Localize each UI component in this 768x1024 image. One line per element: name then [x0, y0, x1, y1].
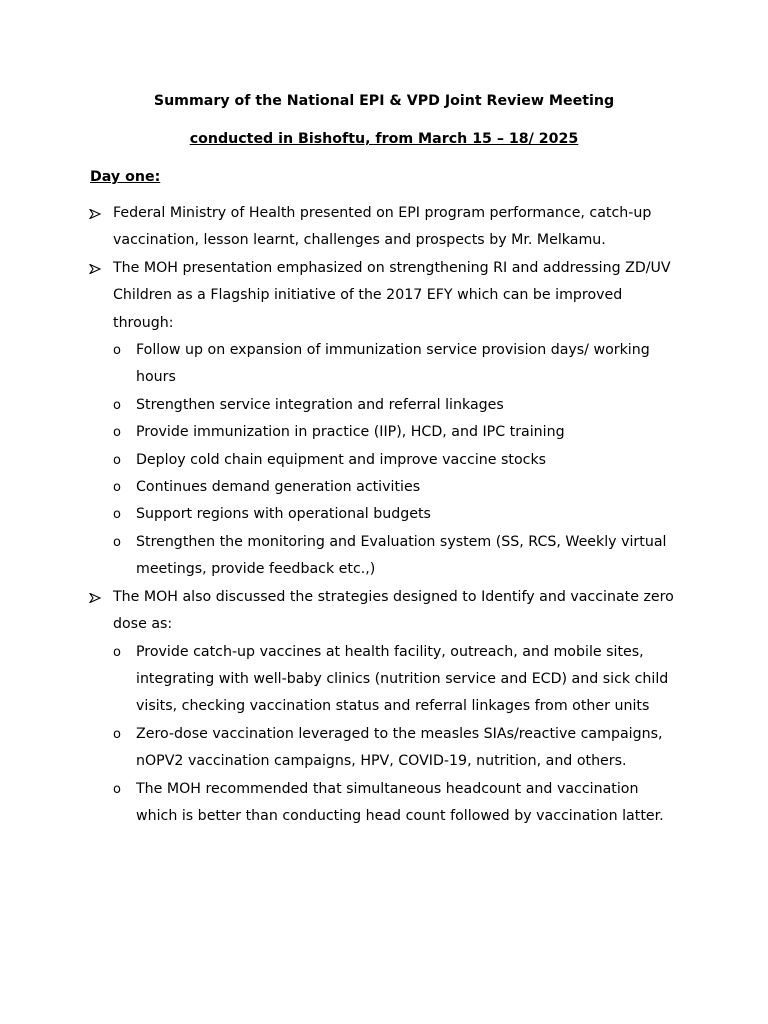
bullet-text: The MOH also discussed the strategies designed to Identify and vaccinate zero dose as: — [113, 588, 674, 633]
sub-bullet-item — [0, 776, 678, 831]
circle-bullet-icon: o — [113, 644, 121, 660]
sub-bullet-text: Strengthen service integration and referral linkages — [136, 396, 504, 413]
sub-bullet-text: Continues demand generation activities — [136, 479, 421, 496]
circle-bullet-icon: o — [113, 480, 121, 496]
document-body — [0, 200, 768, 830]
circle-bullet-icon: o — [113, 507, 121, 523]
sub-bullet-text: Strengthen the monitoring and Evaluation system (SS, RCS, Weekly virtual meetings, provide feedback etc.,) — [136, 533, 667, 578]
bullet-item — [0, 255, 678, 584]
circle-bullet-icon: o — [113, 452, 121, 468]
sub-bullet-text: Follow up on expansion of immunization service provision days/ working hours — [136, 342, 650, 386]
sub-bullet-text: Deploy cold chain equipment and improve vaccine stocks — [136, 451, 547, 468]
sub-bullet-list — [113, 337, 678, 584]
sub-bullet-item — [0, 474, 678, 501]
circle-bullet-icon: o — [113, 534, 121, 550]
sub-bullet-item — [0, 721, 678, 776]
arrowhead-bullet-icon — [89, 584, 105, 611]
bullet-text: The MOH presentation emphasized on strengthening RI and addressing ZD/UV Children as a Flagship initiative of the 2017 EFY which can be improved through: — [113, 259, 671, 331]
circle-bullet-icon: o — [113, 726, 121, 742]
circle-bullet-icon: o — [113, 343, 121, 359]
sub-bullet-item — [0, 501, 678, 528]
circle-bullet-icon: o — [113, 781, 121, 797]
circle-bullet-icon: o — [113, 397, 121, 413]
arrowhead-bullet-icon — [89, 200, 105, 227]
sub-bullet-list — [113, 639, 678, 831]
bullet-item — [0, 584, 678, 831]
sub-bullet-text: Provide catch-up vaccines at health facility, outreach, and mobile sites, integrating with well-baby clinics (nutrition service and ECD) and sick child visits, checking vaccination status and referral linkages from other units — [136, 643, 669, 715]
bullet-list — [0, 200, 768, 830]
sub-bullet-item — [0, 337, 678, 392]
day-heading: Day one: — [90, 169, 161, 185]
sub-bullet-item — [0, 392, 678, 419]
sub-bullet-text: Zero-dose vaccination leveraged to the measles SIAs/reactive campaigns, nOPV2 vaccination campaigns, HPV, COVID-19, nutrition, and others. — [136, 725, 663, 770]
sub-bullet-text: Provide immunization in practice (IIP), HCD, and IPC training — [136, 424, 565, 441]
sub-bullet-item — [0, 447, 678, 474]
document-subtitle: conducted in Bishoftu, from March 15 – 18/ 2025 — [189, 131, 579, 147]
sub-bullet-item — [0, 639, 678, 721]
sub-bullet-text: Support regions with operational budgets — [136, 506, 431, 523]
bullet-item — [0, 200, 678, 255]
circle-bullet-icon: o — [113, 425, 121, 441]
arrowhead-bullet-icon — [89, 255, 105, 282]
document-title: Summary of the National EPI & VPD Joint Review Meeting — [153, 93, 615, 109]
bullet-text: Federal Ministry of Health presented on EPI program performance, catch-up vaccination, lesson learnt, challenges and prospects by Mr. Melkamu. — [113, 205, 652, 249]
sub-bullet-item — [0, 529, 678, 584]
sub-bullet-item — [0, 419, 678, 446]
sub-bullet-text: The MOH recommended that simultaneous headcount and vaccination which is better than conducting head count followed by vaccination latter. — [136, 780, 664, 824]
